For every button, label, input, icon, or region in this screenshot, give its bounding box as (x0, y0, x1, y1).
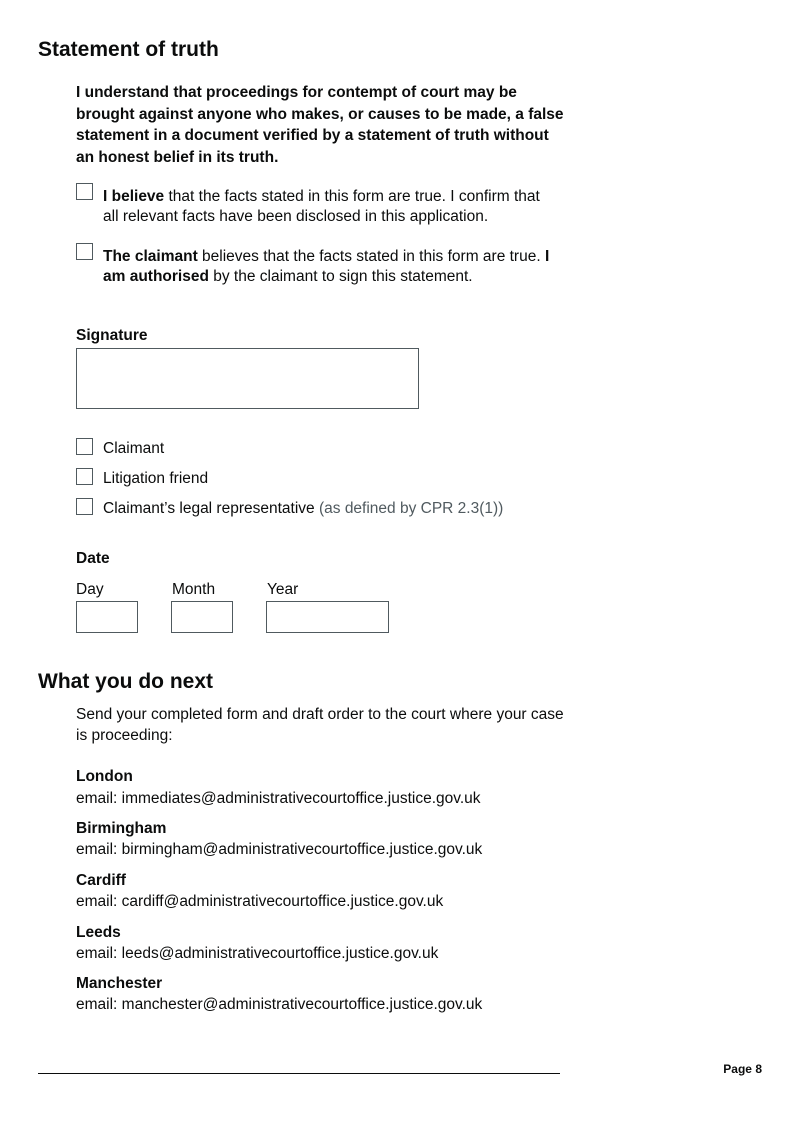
statement-title: Statement of truth (38, 38, 219, 61)
claimant-bold: The claimant (103, 248, 198, 265)
month-input[interactable] (171, 601, 233, 633)
office-leeds-name: Leeds (76, 924, 121, 941)
believe-rest: that the facts stated in this form are true. I confirm that all relevant facts have been disclosed in this application. (103, 188, 540, 225)
next-intro: Send your completed form and draft order to the court where your case is proceeding: (76, 706, 564, 744)
date-label: Date (76, 550, 110, 567)
signature-label: Signature (76, 327, 148, 344)
office-cardiff-name: Cardiff (76, 872, 126, 889)
footer-rule (38, 1073, 560, 1074)
year-label: Year (267, 581, 299, 598)
next-title: What you do next (38, 670, 213, 693)
page-number: Page 8 (723, 1062, 762, 1076)
claimant-mid: believes that the facts stated in this form are true. (197, 248, 545, 265)
day-input[interactable] (76, 601, 138, 633)
office-manchester-name: Manchester (76, 975, 163, 992)
role-litigation-friend-checkbox[interactable] (76, 468, 93, 485)
signature-field[interactable] (76, 348, 419, 409)
month-label: Month (172, 581, 216, 598)
office-london-name: London (76, 768, 133, 785)
role-legal-rep-text (103, 499, 503, 519)
authorised-bold: I am authorised (103, 248, 550, 285)
role-legal-rep-note: (as defined by CPR 2.3(1)) (314, 500, 504, 517)
role-legal-rep-label: Claimant’s legal representative (103, 500, 315, 517)
office-cardiff-email[interactable]: email: cardiff@administrativecourtoffice.justice.gov.uk (76, 893, 444, 910)
office-manchester-email[interactable]: email: manchester@administrativecourtoffice.justice.gov.uk (76, 996, 483, 1013)
office-london-email[interactable]: email: immediates@administrativecourtoffice.justice.gov.uk (76, 790, 481, 807)
year-input[interactable] (266, 601, 389, 633)
contempt-warning: I understand that proceedings for contempt of court may be brought against anyone who makes, or causes to be made, a false statement in a document verified by a statement of truth without an honest belief in its truth. (76, 84, 564, 166)
role-litigation-friend-label: Litigation friend (103, 470, 209, 487)
believe-bold: I believe (103, 188, 165, 205)
claimant-believes-checkbox[interactable] (76, 243, 93, 260)
claimant-believes-statement (103, 247, 553, 287)
role-legal-rep-checkbox[interactable] (76, 498, 93, 515)
office-birmingham-name: Birmingham (76, 820, 167, 837)
office-birmingham-email[interactable]: email: birmingham@administrativecourtoffice.justice.gov.uk (76, 841, 483, 858)
role-claimant-label: Claimant (103, 440, 165, 457)
role-claimant-checkbox[interactable] (76, 438, 93, 455)
office-leeds-email[interactable]: email: leeds@administrativecourtoffice.justice.gov.uk (76, 945, 439, 962)
day-label: Day (76, 581, 104, 598)
believe-checkbox[interactable] (76, 183, 93, 200)
believe-statement (103, 187, 553, 227)
claimant-rest: by the claimant to sign this statement. (208, 268, 473, 285)
